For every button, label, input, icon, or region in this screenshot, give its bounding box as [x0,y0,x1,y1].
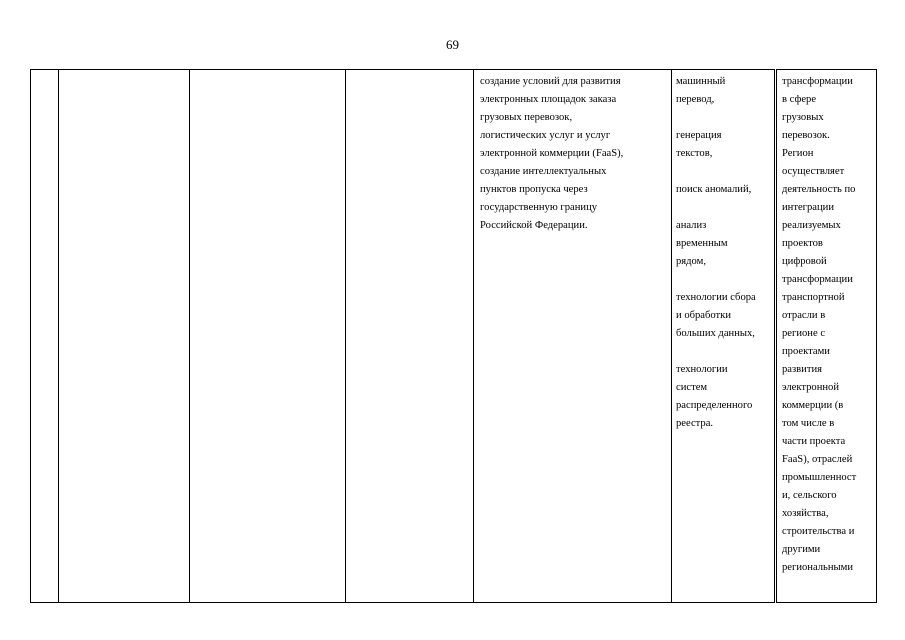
text-line: трансформации [782,274,853,285]
text-line: трансформации [782,76,853,87]
text-line: части проекта [782,436,846,447]
text-line: машинный [676,76,726,87]
text-line: электронных площадок заказа [480,94,617,105]
text-line: отрасли в [782,310,826,321]
text-line: электронной коммерции (FaaS), [480,148,624,159]
text-line: развития [782,364,823,375]
text-line: поиск аномалий, [676,184,752,195]
text-line: государственную границу [480,202,598,213]
text-line: реестра. [676,418,714,429]
text-line: Регион [782,148,814,159]
text-line: регионе с [782,328,826,339]
text-line: больших данных, [676,328,755,339]
text-line: реализуемых [782,220,841,231]
table-cell-col4 [346,70,474,603]
text-line: том числе в [782,418,835,429]
text-line: транспортной [782,292,845,303]
text-line: FaaS), отраслей [782,454,853,465]
table-cell-technologies [672,70,776,603]
tasks-text [474,70,671,235]
text-line: текстов, [676,148,713,159]
table-cell-col3 [190,70,346,603]
text-line [676,163,772,181]
text-line: в сфере [782,94,817,105]
text-line: промышленност [782,472,857,483]
text-line: деятельность по [782,184,856,195]
text-line: интеграции [782,202,835,213]
document-table [30,69,877,603]
text-line [676,271,772,289]
text-line [676,343,772,361]
text-line: грузовых перевозок, [480,112,573,123]
text-line: и, сельского [782,490,837,501]
text-line: цифровой [782,256,827,267]
text-line: генерация [676,130,722,141]
text-line: проектов [782,238,823,249]
text-line: пунктов пропуска через [480,184,588,195]
text-line: технологии сбора [676,292,756,303]
text-line: осуществляет [782,166,845,177]
text-line: проектами [782,346,830,357]
text-line: систем [676,382,708,393]
table-cell-tasks [474,70,672,603]
text-line: коммерции (в [782,400,844,411]
text-line: Российской Федерации. [480,220,588,231]
text-line: анализ [676,220,707,231]
text-line: грузовых [782,112,824,123]
text-line: региональными [782,562,854,573]
text-line: перевозок. [782,130,830,141]
text-line: другими [782,544,821,555]
table-cell-col1 [31,70,59,603]
table-row [31,70,877,603]
page-number: 69 [446,37,459,52]
text-line: распределенного [676,400,753,411]
text-line: хозяйства, [782,508,829,519]
text-line: логистических услуг и услуг [480,130,611,141]
description-text [777,70,876,577]
text-line: перевод, [676,94,715,105]
technologies-text [672,70,774,433]
text-line: создание условий для развития [480,76,621,87]
text-line: технологии [676,364,728,375]
text-line: и обработки [676,310,731,321]
text-line [676,199,772,217]
text-line: временным [676,238,728,249]
text-line: электронной [782,382,840,393]
table-cell-col2 [59,70,190,603]
text-line [676,109,772,127]
text-line: создание интеллектуальных [480,166,607,177]
text-line: строительства и [782,526,855,537]
table-cell-description [776,70,877,603]
text-line: рядом, [676,256,707,267]
